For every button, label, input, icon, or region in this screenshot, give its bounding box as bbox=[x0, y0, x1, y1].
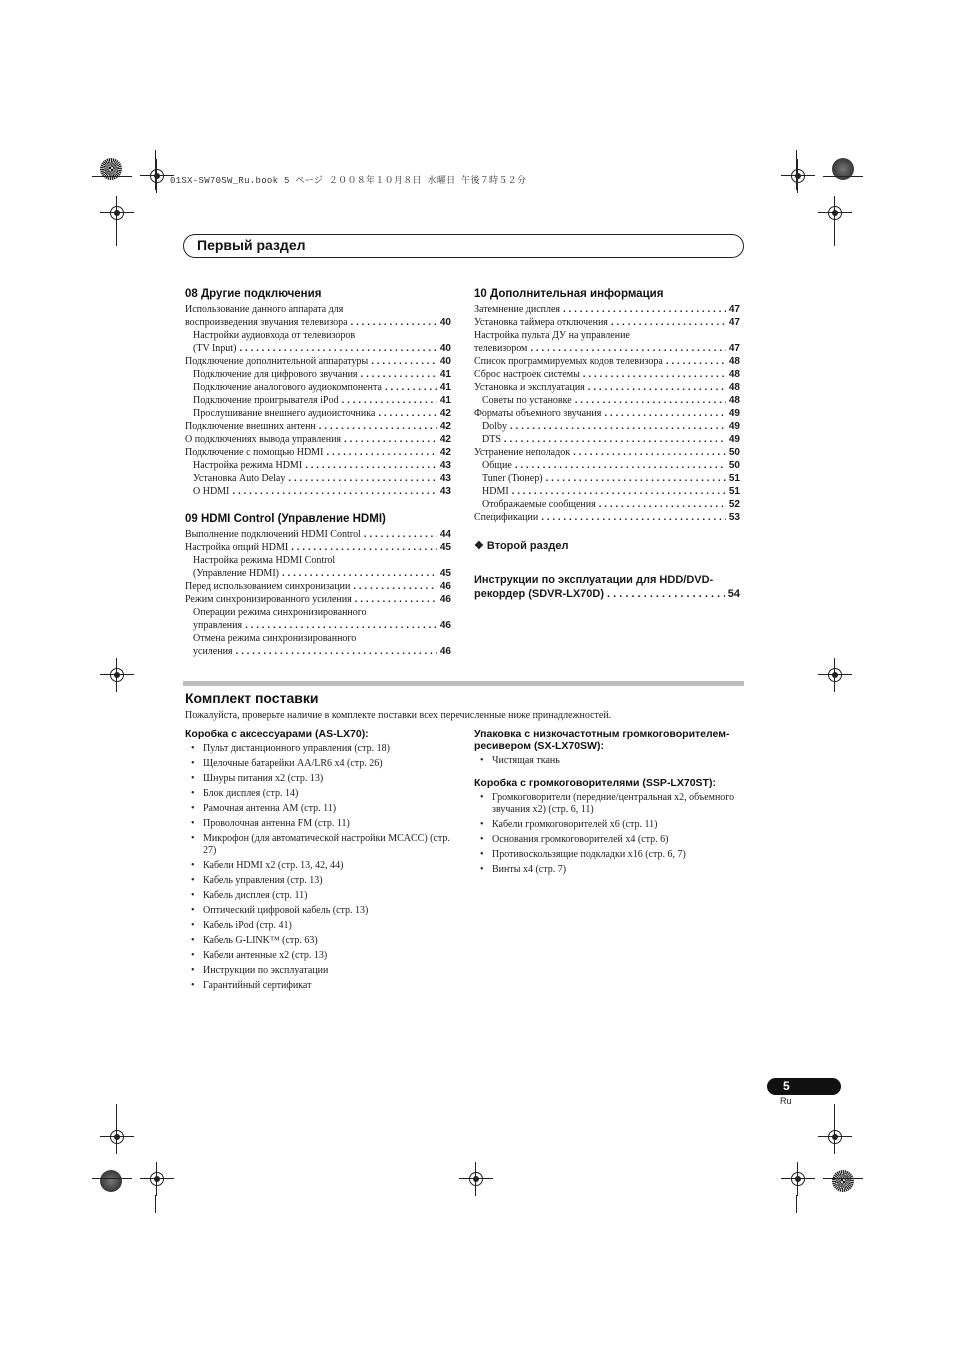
toc-entry[interactable] bbox=[185, 355, 451, 368]
toc-chapter-heading: 08 Другие подключения bbox=[185, 288, 322, 300]
accessories-box bbox=[185, 728, 451, 995]
toc-entry-page: 46 bbox=[439, 620, 451, 631]
toc-entry-page: 51 bbox=[728, 486, 740, 497]
toc-entry-label: Режим синхронизированного усиления bbox=[185, 594, 352, 605]
toc-entry-label: Затемнение дисплея bbox=[474, 304, 561, 315]
toc-entry[interactable] bbox=[474, 407, 740, 420]
leader-dots bbox=[541, 511, 726, 524]
toc-entry-label: Настройка режима HDMI bbox=[193, 460, 303, 471]
leader-dots bbox=[371, 355, 437, 368]
leader-dots bbox=[530, 342, 726, 355]
registration-mark-icon bbox=[144, 163, 170, 189]
toc-entry[interactable] bbox=[474, 446, 740, 459]
toc-entry-page: 42 bbox=[439, 421, 451, 432]
toc-entry bbox=[185, 606, 451, 619]
toc-entry[interactable] bbox=[474, 303, 740, 316]
toc-entry-page: 40 bbox=[439, 343, 451, 354]
toc-entry[interactable] bbox=[474, 511, 740, 524]
toc-entry[interactable] bbox=[185, 433, 451, 446]
toc-entry[interactable] bbox=[474, 355, 740, 368]
leader-dots bbox=[353, 580, 437, 593]
list-item: • Проволочная антенна FM (стр. 11) bbox=[185, 818, 451, 830]
toc-right-column bbox=[474, 288, 740, 601]
toc-entry-label: Подключение дополнительной аппаратуры bbox=[185, 356, 369, 367]
toc-entry-label: DTS bbox=[482, 434, 501, 445]
leader-dots bbox=[288, 472, 437, 485]
leader-dots bbox=[385, 381, 437, 394]
toc-entry bbox=[185, 303, 451, 316]
crop-line bbox=[796, 150, 797, 190]
leader-dots bbox=[355, 593, 437, 606]
toc-entry-page: 42 bbox=[439, 447, 451, 458]
second-section-link[interactable]: ❖ Второй раздел bbox=[474, 540, 569, 552]
leader-dots bbox=[611, 316, 726, 329]
toc-entry-page: 52 bbox=[728, 499, 740, 510]
toc-entry-label: Отображаемые сообщения bbox=[482, 499, 596, 510]
list-item: • Шнуры питания x2 (стр. 13) bbox=[185, 773, 451, 785]
toc-entry-page: 49 bbox=[728, 421, 740, 432]
crop-line bbox=[92, 176, 132, 177]
leader-dots bbox=[361, 368, 437, 381]
crop-line bbox=[823, 1178, 863, 1179]
toc-entry-page: 45 bbox=[439, 568, 451, 579]
registration-mark-icon bbox=[144, 1166, 170, 1192]
toc-entry[interactable] bbox=[185, 580, 451, 593]
kit-title: Комплект поставки bbox=[185, 690, 319, 706]
toc-entry-label: Операции режима синхронизированного bbox=[193, 607, 367, 618]
toc-entry-label: Установка и эксплуатация bbox=[474, 382, 585, 393]
toc-chapter bbox=[185, 513, 451, 658]
leader-dots bbox=[232, 485, 436, 498]
toc-entry-label: Советы по установке bbox=[482, 395, 572, 406]
toc-entry-label: Настройки аудиовхода от телевизоров bbox=[193, 330, 356, 341]
toc-entry[interactable] bbox=[185, 485, 451, 498]
subwoofer-box bbox=[474, 728, 746, 879]
toc-entry-label: Dolby bbox=[482, 421, 507, 432]
toc-entry[interactable] bbox=[474, 433, 740, 446]
toc-entry[interactable] bbox=[474, 381, 740, 394]
list-item: • Блок дисплея (стр. 14) bbox=[185, 788, 451, 800]
page-number: 5 bbox=[783, 1079, 790, 1093]
leader-dots bbox=[575, 394, 726, 407]
toc-entry-label: Tuner (Тюнер) bbox=[482, 473, 543, 484]
toc-entry-page: 41 bbox=[439, 395, 451, 406]
list-item: • Кабели антенные x2 (стр. 13) bbox=[185, 950, 451, 962]
toc-entry[interactable] bbox=[185, 342, 451, 355]
list-item: • Кабели HDMI x2 (стр. 13, 42, 44) bbox=[185, 860, 451, 872]
toc-entry-page: 49 bbox=[728, 434, 740, 445]
toc-entry-label: О HDMI bbox=[193, 486, 230, 497]
subwoofer-list bbox=[474, 755, 746, 767]
toc-entry-page: 47 bbox=[728, 317, 740, 328]
toc-entry bbox=[185, 632, 451, 645]
toc-chapter-heading: 10 Дополнительная информация bbox=[474, 288, 664, 300]
toc-entry[interactable] bbox=[185, 645, 451, 658]
toc-entry-label: Список программируемых кодов телевизора bbox=[474, 356, 663, 367]
toc-entry[interactable] bbox=[474, 485, 740, 498]
toc-entry[interactable] bbox=[185, 528, 451, 541]
hdd-manual-label: рекордер (SDVR-LX70D) bbox=[474, 588, 605, 600]
leader-dots bbox=[351, 316, 437, 329]
toc-entry-label: Общие bbox=[482, 460, 512, 471]
toc-entry-page: 42 bbox=[439, 434, 451, 445]
page-language: Ru bbox=[780, 1096, 792, 1106]
accessories-list bbox=[185, 743, 451, 992]
registration-mark-icon bbox=[785, 1166, 811, 1192]
toc-entry-page: 48 bbox=[728, 356, 740, 367]
leader-dots bbox=[239, 342, 436, 355]
print-header: 01SX-SW70SW_Ru.book 5 ページ ２００８年１０月８日 水曜日 午後７時５２分 bbox=[170, 176, 527, 186]
toc-entry[interactable] bbox=[474, 498, 740, 511]
toc-entry-label: Настройка режима HDMI Control bbox=[193, 555, 336, 566]
leader-dots bbox=[510, 420, 726, 433]
crop-line bbox=[116, 1104, 117, 1122]
leader-dots bbox=[588, 381, 726, 394]
list-item: • Винты x4 (стр. 7) bbox=[474, 864, 746, 876]
toc-left-column bbox=[185, 288, 451, 673]
registration-mark-icon bbox=[104, 662, 130, 688]
toc-entry[interactable] bbox=[185, 619, 451, 632]
toc-entry-page: 40 bbox=[439, 356, 451, 367]
toc-entry[interactable] bbox=[185, 593, 451, 606]
registration-mark-icon bbox=[104, 1124, 130, 1150]
registration-mark-icon bbox=[785, 163, 811, 189]
registration-disc-icon bbox=[832, 1170, 854, 1192]
list-item: • Кабель управления (стр. 13) bbox=[185, 875, 451, 887]
registration-disc-icon bbox=[100, 1170, 122, 1192]
toc-entry-label: Форматы объемного звучания bbox=[474, 408, 602, 419]
leader-dots bbox=[236, 645, 437, 658]
toc-entry bbox=[474, 329, 740, 342]
toc-entry-label: HDMI bbox=[482, 486, 509, 497]
toc-entry[interactable] bbox=[474, 342, 740, 355]
toc-entry[interactable] bbox=[185, 407, 451, 420]
section-divider bbox=[183, 681, 744, 686]
toc-entry-label: Подключение внешних антенн bbox=[185, 421, 316, 432]
toc-entry-page: 43 bbox=[439, 486, 451, 497]
leader-dots bbox=[604, 407, 726, 420]
toc-entry[interactable] bbox=[474, 368, 740, 381]
page-number-badge bbox=[767, 1078, 841, 1095]
toc-entry[interactable] bbox=[474, 459, 740, 472]
list-item: • Кабель G-LINK™ (стр. 63) bbox=[185, 935, 451, 947]
toc-entry-label: Подключение с помощью HDMI bbox=[185, 447, 324, 458]
section-title: Первый раздел bbox=[197, 237, 306, 253]
toc-entry-page: 50 bbox=[728, 460, 740, 471]
toc-entry[interactable] bbox=[185, 381, 451, 394]
registration-mark-icon bbox=[463, 1166, 489, 1192]
list-item: • Пульт дистанционного управления (стр. 18) bbox=[185, 743, 451, 755]
toc-entry-label: Сброс настроек системы bbox=[474, 369, 580, 380]
list-item: • Микрофон (для автоматической настройки MCACC) (стр. 27) bbox=[185, 833, 451, 857]
toc-entry-label: Подключение аналогового аудиокомпонента bbox=[193, 382, 382, 393]
speaker-list bbox=[474, 792, 746, 876]
toc-entry-label: Устранение неполадок bbox=[474, 447, 571, 458]
toc-entry-label: Перед использованием синхронизации bbox=[185, 581, 351, 592]
toc-entry-page: 50 bbox=[728, 447, 740, 458]
section-header bbox=[183, 234, 744, 258]
toc-entry-label: Подключение проигрывателя iPod bbox=[193, 395, 339, 406]
toc-entry-page: 40 bbox=[439, 317, 451, 328]
leader-dots bbox=[319, 420, 437, 433]
list-item: • Чистящая ткань bbox=[474, 755, 746, 767]
speaker-box-title: Коробка с громкоговорителями (SSP-LX70ST): bbox=[474, 777, 716, 789]
toc-entry[interactable] bbox=[185, 420, 451, 433]
toc-entry[interactable] bbox=[185, 394, 451, 407]
toc-entry[interactable] bbox=[474, 420, 740, 433]
crop-line bbox=[92, 1178, 132, 1179]
toc-entry-label: управления bbox=[193, 620, 243, 631]
crop-line bbox=[155, 150, 156, 190]
list-item: • Гарантийный сертификат bbox=[185, 980, 451, 992]
toc-entry[interactable] bbox=[185, 567, 451, 580]
leader-dots bbox=[344, 433, 437, 446]
toc-entry-page: 45 bbox=[439, 542, 451, 553]
toc-entry bbox=[185, 554, 451, 567]
toc-entry[interactable] bbox=[474, 316, 740, 329]
toc-entry-label: Спецификации bbox=[474, 512, 539, 523]
toc-entry[interactable] bbox=[185, 316, 451, 329]
toc-entry-label: Настройка пульта ДУ на управление bbox=[474, 330, 630, 341]
registration-mark-icon bbox=[104, 200, 130, 226]
leader-dots bbox=[583, 368, 726, 381]
toc-entry[interactable] bbox=[185, 472, 451, 485]
toc-entry-label: Выполнение подключений HDMI Control bbox=[185, 529, 361, 540]
toc-entry-page: 48 bbox=[728, 369, 740, 380]
toc-entry-page: 46 bbox=[439, 646, 451, 657]
leader-dots bbox=[546, 472, 726, 485]
toc-entry[interactable] bbox=[185, 459, 451, 472]
toc-entry-page: 48 bbox=[728, 382, 740, 393]
toc-entry-label: Подключение для цифрового звучания bbox=[193, 369, 358, 380]
leader-dots bbox=[515, 459, 726, 472]
list-item: • Основания громкоговорителей x4 (стр. 6) bbox=[474, 834, 746, 846]
list-item: • Инструкции по эксплуатации bbox=[185, 965, 451, 977]
toc-entry-page: 48 bbox=[728, 395, 740, 406]
registration-mark-icon bbox=[822, 200, 848, 226]
crop-line bbox=[155, 1195, 156, 1213]
leader-dots bbox=[599, 498, 726, 511]
toc-entry-page: 41 bbox=[439, 382, 451, 393]
toc-entry-page: 47 bbox=[728, 304, 740, 315]
leader-dots bbox=[282, 567, 437, 580]
crop-line bbox=[796, 1195, 797, 1213]
crop-line bbox=[834, 228, 835, 246]
toc-entry-label: Установка Auto Delay bbox=[193, 473, 286, 484]
toc-entry-label: Установка таймера отключения bbox=[474, 317, 608, 328]
toc-entry-label: усиления bbox=[193, 646, 233, 657]
accessories-box-title: Коробка с аксессуарами (AS-LX70): bbox=[185, 728, 369, 740]
crop-line bbox=[834, 1104, 835, 1122]
subwoofer-box-title: Упаковка с низкочастотным громкоговорителем-ресивером (SX-LX70SW): bbox=[474, 728, 730, 752]
hdd-manual-title[interactable]: Инструкции по эксплуатации для HDD/DVD- bbox=[474, 574, 714, 586]
registration-mark-icon bbox=[822, 1124, 848, 1150]
toc-entry-label: Использование данного аппарата для bbox=[185, 304, 344, 315]
hdd-manual-entry[interactable] bbox=[474, 587, 740, 601]
crop-line bbox=[116, 228, 117, 246]
hdd-manual-page: 54 bbox=[727, 588, 740, 600]
leader-dots bbox=[364, 528, 437, 541]
leader-dots bbox=[573, 446, 726, 459]
toc-entry-page: 47 bbox=[728, 343, 740, 354]
toc-entry-page: 49 bbox=[728, 408, 740, 419]
list-item: • Громкоговорители (передние/центральная x2, объемного звучания x2) (стр. 6, 11) bbox=[474, 792, 746, 816]
toc-entry-page: 41 bbox=[439, 369, 451, 380]
list-item: • Оптический цифровой кабель (стр. 13) bbox=[185, 905, 451, 917]
leader-dots bbox=[305, 459, 437, 472]
toc-entry-label: воспроизведения звучания телевизора bbox=[185, 317, 348, 328]
toc-entry-page: 43 bbox=[439, 473, 451, 484]
toc-entry-page: 46 bbox=[439, 594, 451, 605]
list-item: • Кабели громкоговорителей x6 (стр. 11) bbox=[474, 819, 746, 831]
leader-dots bbox=[291, 541, 437, 554]
toc-entry-label: (TV Input) bbox=[193, 343, 237, 354]
toc-entry[interactable] bbox=[185, 446, 451, 459]
leader-dots bbox=[245, 619, 437, 632]
toc-entry-page: 46 bbox=[439, 581, 451, 592]
leader-dots bbox=[504, 433, 726, 446]
toc-entry-label: Настройка опций HDMI bbox=[185, 542, 289, 553]
toc-entry-label: (Управление HDMI) bbox=[193, 568, 279, 579]
leader-dots bbox=[666, 355, 726, 368]
toc-entry-page: 44 bbox=[439, 529, 451, 540]
crop-line bbox=[823, 176, 863, 177]
toc-entry-page: 53 bbox=[728, 512, 740, 523]
registration-mark-icon bbox=[822, 662, 848, 688]
list-item: • Кабель дисплея (стр. 11) bbox=[185, 890, 451, 902]
toc-entry-page: 42 bbox=[439, 408, 451, 419]
toc-entry-label: Прослушивание внешнего аудиоисточника bbox=[193, 408, 376, 419]
toc-entry-page: 51 bbox=[728, 473, 740, 484]
toc-chapter bbox=[185, 288, 451, 498]
list-item: • Щелочные батарейки AA/LR6 x4 (стр. 26) bbox=[185, 758, 451, 770]
toc-entry bbox=[185, 329, 451, 342]
toc-entry[interactable] bbox=[474, 472, 740, 485]
leader-dots bbox=[607, 587, 725, 601]
toc-entry-page: 43 bbox=[439, 460, 451, 471]
toc-entry[interactable] bbox=[474, 394, 740, 407]
toc-entry[interactable] bbox=[185, 368, 451, 381]
toc-entry-label: телевизором bbox=[474, 343, 528, 354]
toc-chapter-heading: 09 HDMI Control (Управление HDMI) bbox=[185, 513, 386, 525]
leader-dots bbox=[378, 407, 437, 420]
kit-intro: Пожалуйста, проверьте наличие в комплекте поставки всех перечисленные ниже принадлежностей. bbox=[185, 710, 612, 721]
leader-dots bbox=[512, 485, 726, 498]
leader-dots bbox=[342, 394, 437, 407]
leader-dots bbox=[326, 446, 436, 459]
toc-entry-label: Отмена режима синхронизированного bbox=[193, 633, 357, 644]
list-item: • Кабель iPod (стр. 41) bbox=[185, 920, 451, 932]
list-item: • Противоскользящие подкладки x16 (стр. 6, 7) bbox=[474, 849, 746, 861]
toc-entry[interactable] bbox=[185, 541, 451, 554]
leader-dots bbox=[563, 303, 726, 316]
list-item: • Рамочная антенна AM (стр. 11) bbox=[185, 803, 451, 815]
toc-entry-label: О подключениях вывода управления bbox=[185, 434, 342, 445]
